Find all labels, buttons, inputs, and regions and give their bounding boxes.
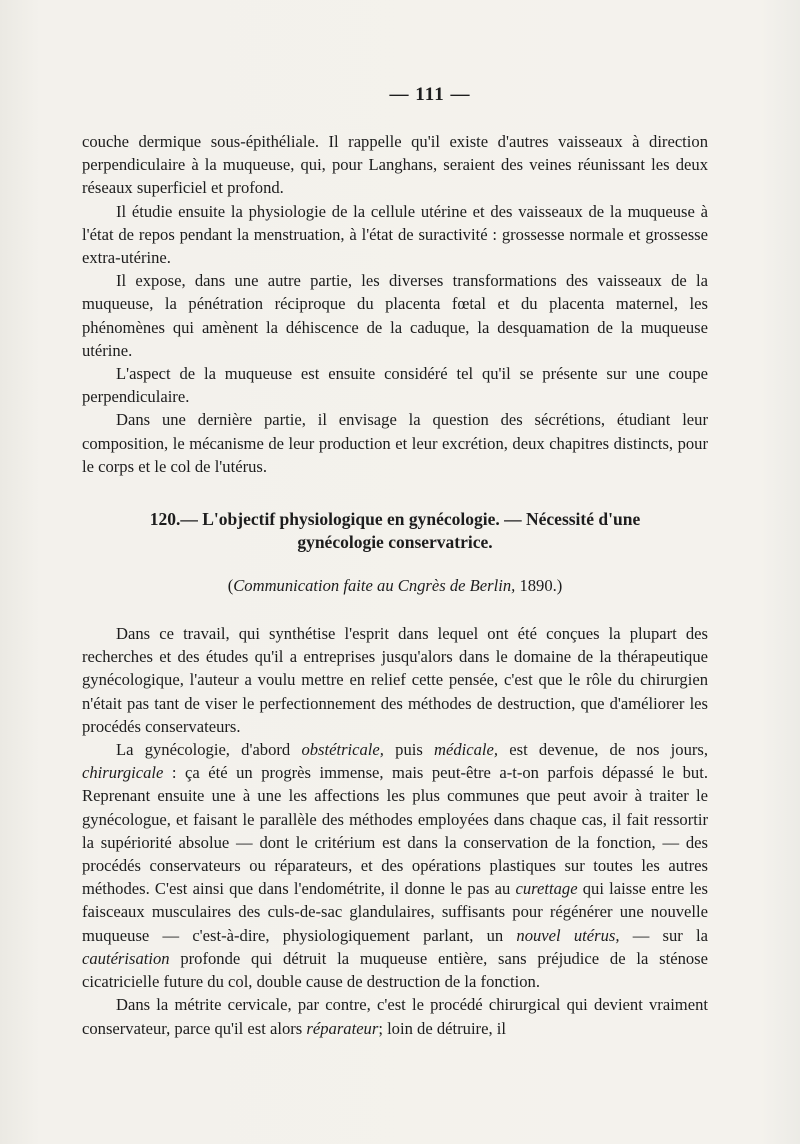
paragraph-8 [82, 993, 708, 1039]
page-number: — 111 — [389, 84, 471, 105]
section-heading [82, 508, 708, 554]
paragraph-2: Il étudie ensuite la physiologie de la cellule utérine et des vaisseaux de la muqueuse à l'état de repos pendant la menstruation, à l'état de suractivité : grossesse normale et grossesse extra-utérine. [82, 201, 708, 268]
top-paragraphs [82, 130, 708, 478]
paragraph-3: Il expose, dans une autre partie, les diverses transformations des vaisseaux de la muqueuse, la pénétration réciproque du placenta fœtal et du placenta maternel, les phénomènes qui amènent la déhiscence de la caduque, la desquamation de la muqueuse utérine. [82, 271, 708, 360]
paragraph-7-text-3: est devenue, de nos jours, [498, 740, 708, 760]
paragraph-7-text-7: profonde qui détruit la muqueuse entière, sans préjudice de la sténose cicatricielle future du col, double cause de destruction de la fonction. [82, 948, 708, 992]
paragraph-7-text-2: puis [383, 740, 435, 760]
paragraph-5: Dans une dernière partie, il envisage la question des sécrétions, étudiant leur composition, le mécanisme de leur production et leur excrétion, deux chapitres distincts, pour le corps et le col de l'utérus. [82, 410, 708, 476]
paragraph-7-italic-5: nouvel utérus, [516, 925, 620, 945]
paragraph-6: Dans ce travail, qui synthétise l'esprit dans lequel ont été conçues la plupart des recherches et des études qu'il a entreprises jusqu'alors dans le domaine de la thérapeutique gynécologique, l'auteur a voulu mettre en relief cette pensée, c'est que le rôle du chirurgien n'était pas tant de viser le perfectionnement des méthodes de destruction, que d'améliorer les procédés conservateurs. [82, 624, 708, 736]
paragraph-8-italic-1: réparateur [306, 1018, 379, 1038]
section-heading-line2: gynécologie conservatrice. [297, 532, 493, 553]
paragraph-7-italic-4: curettage [515, 879, 578, 899]
paragraph-7-italic-1: obstétricale, [301, 740, 384, 760]
paragraph-8-text-1: Dans la métrite cervicale, par contre, c'est le procédé chirurgical qui devient vraiment conservateur, parce qu'il est alors [82, 995, 708, 1038]
citation-italic: Communication faite au Cngrès de Berlin, [233, 576, 516, 596]
section-heading-line1: 120.— L'objectif physiologique en gynécologie. — Nécessité d'une [149, 509, 641, 530]
paragraph-7-text-1: La gynécologie, d'abord [116, 740, 302, 760]
paragraph-7-italic-2: médicale, [434, 740, 499, 760]
paragraph-4: L'aspect de la muqueuse est ensuite considéré tel qu'il se présente sur une coupe perpendiculaire. [82, 364, 708, 407]
paragraph-7-italic-3: chirurgicale [82, 763, 164, 783]
paragraph-7-text-5: qui laisse entre les faisceaux musculaires des culs-de-sac glandulaires, suffisants pour régénérer une nouvelle muqueuse — c'est-à-dire, physiologiquement parlant, un [82, 879, 708, 945]
paragraph-8-text-2: ; loin de détruire, il [378, 1018, 506, 1038]
citation-rest: 1890.) [515, 576, 563, 596]
citation-open: ( [227, 576, 234, 596]
paragraph-7 [82, 738, 708, 993]
paragraph-7-text-6: — sur la [619, 925, 708, 945]
paragraph-7-text-4: : ça été un progrès immense, mais peut-être a-t-on parfois dépassé le but. Reprenant ensuite une à une les affections les plus communes que peut avoir à traiter le gynécologue, et faisant le parallèle des méthodes employées dans chaque cas, il fait ressortir la supériorité absolue — dont le critérium est dans la conservation de la fonction, — des procédés conservateurs ou réparateurs, et des opérations plastiques sur toutes les autres méthodes. C'est ainsi que dans l'endométrite, il donne le pas au [82, 763, 708, 899]
paragraph-1: couche dermique sous-épithéliale. Il rappelle qu'il existe d'autres vaisseaux à direction perpendiculaire à la muqueuse, qui, pour Langhans, seraient des veines réunissant les deux réseaux superficiel et profond. [82, 132, 708, 198]
citation [82, 576, 708, 596]
paragraph-7-italic-6: cautérisation [82, 948, 170, 968]
